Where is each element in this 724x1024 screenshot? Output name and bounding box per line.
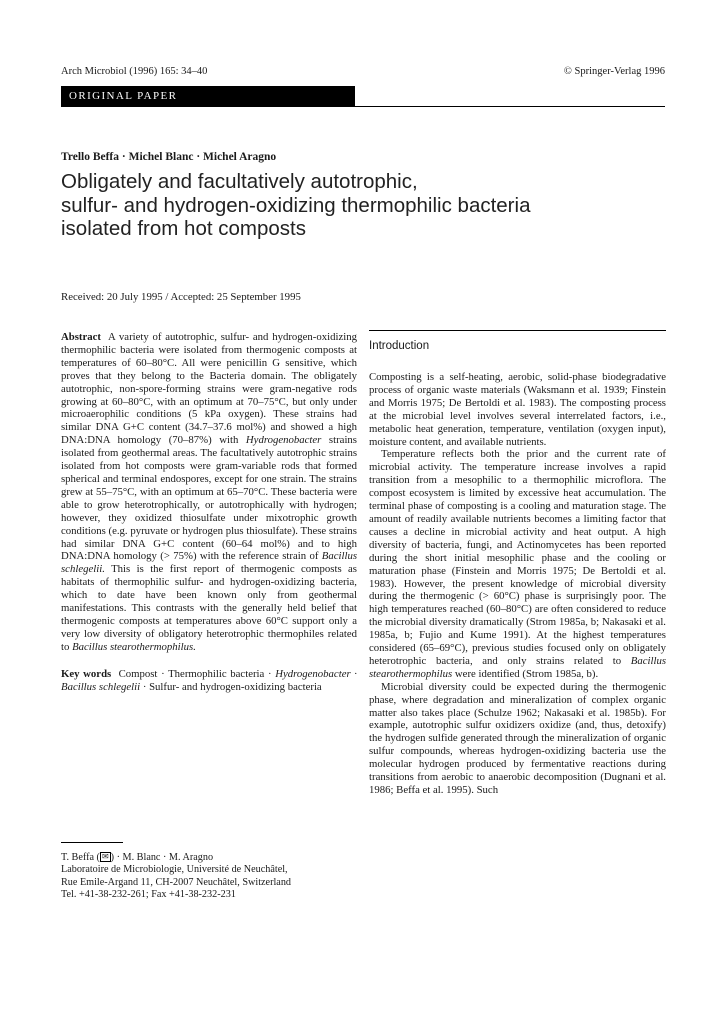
section-banner: ORIGINAL PAPER [61, 86, 355, 107]
abstract-text: strains isolated from geothermal areas. The facultatively autotrophic strains isolated from hot composts were gram-variable rods that formed spherical and terminal endospores, except for one strain. The strains grew at 55–75°C, with an optimum at 65–70°C. These bacteria were able to grow heterotrophically, or autotrophically with hydrogen; however, they oxidized thiosulfate under mixotrophic growth conditions (e.g. pyruvate or hydrogen plus thiosulfate). These strains had similar DNA G+C content (60–64 mol%) and to high DNA:DNA homology (> 75%) with the reference strain of [61, 434, 357, 563]
keywords-text: Compost · Thermophilic bacteria · [118, 667, 272, 680]
correspondence-footnote [61, 852, 357, 901]
intro-paragraph: Composting is a self-heating, aerobic, solid-phase biodegradative process of organic waste materials (Waksmann et al. 1939; Finstein and Morris 1975; De Bertoldi et al. 1983). The composting process at the microbial level involves several interrelated factors, i.e., metabolic heat generation, temperature, ventilation (oxygen input), moisture content, and available nutrients. [369, 371, 666, 448]
article-title [61, 170, 671, 241]
footnote-text: ) · M. Blanc · M. Aragno [110, 852, 214, 863]
abstract-text: A variety of autotrophic, sulfur- and hydrogen-oxidizing thermophilic bacteria were isolated from thermogenic composts at temperatures of 60–80°C. All were penicillin G sensitive, which proves that they belong to the Bacteria domain. The obligately autotrophic, non-spore-forming strains were gram-negative rods growing at 60–80°C, with an optimum at 70–75°C, but only under microaerophilic conditions (5 kPa oxygen). These strains had similar DNA G+C content (34.7–37.6 mol%) and showed a high DNA:DNA homology (70–87%) with [61, 331, 357, 447]
abstract-paragraph [61, 331, 357, 654]
keywords-heading: Key words [61, 667, 112, 680]
footnote-rule [61, 842, 123, 843]
banner-rule [355, 106, 665, 107]
keywords-taxa: Hydrogenobacter · Bacillus schlegelii [61, 667, 357, 693]
keywords-text: · Sulfur- and hydrogen-oxidizing bacteria [142, 680, 322, 693]
abstract-text: This is the first report of thermogenic composts as habitats of thermophilic sulfur- and hydrogen-oxidizing bacteria, which to date have been known only from geothermal manifestations. This contrasts with the generally held belief that thermogenic composts at temperatures above 60°C support only a very low diversity of obligatory heterotrophic thermophiles related to [61, 563, 357, 653]
title-line: sulfur- and hydrogen-oxidizing thermophilic bacteria [61, 193, 531, 217]
abstract-column [61, 331, 357, 693]
footnote-authors [61, 852, 357, 864]
envelope-icon: ✉ [101, 852, 109, 861]
keywords-paragraph [61, 668, 357, 694]
footnote-affiliation: Laboratoire de Microbiologie, Université de Neuchâtel, [61, 864, 288, 876]
abstract-heading: Abstract [61, 331, 102, 343]
introduction-column [369, 371, 666, 797]
journal-reference: Arch Microbiol (1996) 165: 34–40 [61, 66, 208, 77]
taxon-name: Bacillus schlegelii. [61, 550, 357, 576]
section-rule [369, 330, 666, 331]
author-list: Trello Beffa · Michel Blanc · Michel Aragno [61, 151, 277, 163]
footnote-address: Rue Emile-Argand 11, CH-2007 Neuchâtel, Switzerland [61, 876, 292, 888]
footnote-phone: Tel. +41-38-232-261; Fax +41-38-232-231 [61, 888, 236, 900]
intro-text: Temperature reflects both the prior and the current rate of microbial activity. The temperature increase involves a rapid transition from a mesophilic to a thermophilic microflora. The compost ecosystem is limited by excessive heat accumulation. The terminal phase of composting is a cooling and maturation stage. The amount of readily available nutrients becomes a limiting factor that causes a decline in microbial activity and heat output. A high diversity of bacteria, fungi, and Actinomycetes has been reported during the short initial mesophilic phase and the cooling or maturation phase (Finstein and Morris 1975; De Bertoldi et al. 1983). However, the present knowledge of microbial diversity during the thermogenic (> 60°C) phase is surprisingly poor. The high temperatures reached (60–80°C) are often considered to reduce the microbial diversity dramatically (Strom 1985a, b; Nakasaki et al. 1985a, b; Fujio and Kume 1991). At the highest temperatures considered (65–69°C), previous studies focused only on obligately heterotrophic bacteria, and only strains related to [369, 448, 666, 667]
introduction-heading: Introduction [369, 340, 430, 352]
intro-text: were identified (Strom 1985a, b). [454, 667, 599, 680]
taxon-name: Hydrogenobacter [245, 434, 322, 447]
footnote-text: T. Beffa ( [61, 852, 100, 863]
title-line: isolated from hot composts [61, 217, 306, 240]
title-line: Obligately and facultatively autotrophic, [61, 170, 418, 193]
received-dates: Received: 20 July 1995 / Accepted: 25 September 1995 [61, 291, 301, 303]
intro-paragraph: Microbial diversity could be expected during the thermogenic phase, where degradation and mineralization of complex organic matter also takes place (Schulze 1962; Nakasaki et al. 1985b). For example, autotrophic sulfur oxidizers oxidize (and, thus, detoxify) the hydrogen sulfide generated through the mineralization of organic sulfur compounds, whereas hydrogen-oxidizing bacteria use the molecular hydrogen produced by fermentative reactions during transitions from aerobic to anaerobic decomposition (Dugnani et al. 1986; Beffa et al. 1995). Such [369, 680, 666, 796]
taxon-name: Bacillus stearothermophilus [369, 654, 666, 680]
intro-paragraph [369, 448, 666, 680]
taxon-name: Bacillus stearothermophilus. [72, 640, 196, 653]
publisher-copyright: © Springer-Verlag 1996 [563, 66, 665, 77]
